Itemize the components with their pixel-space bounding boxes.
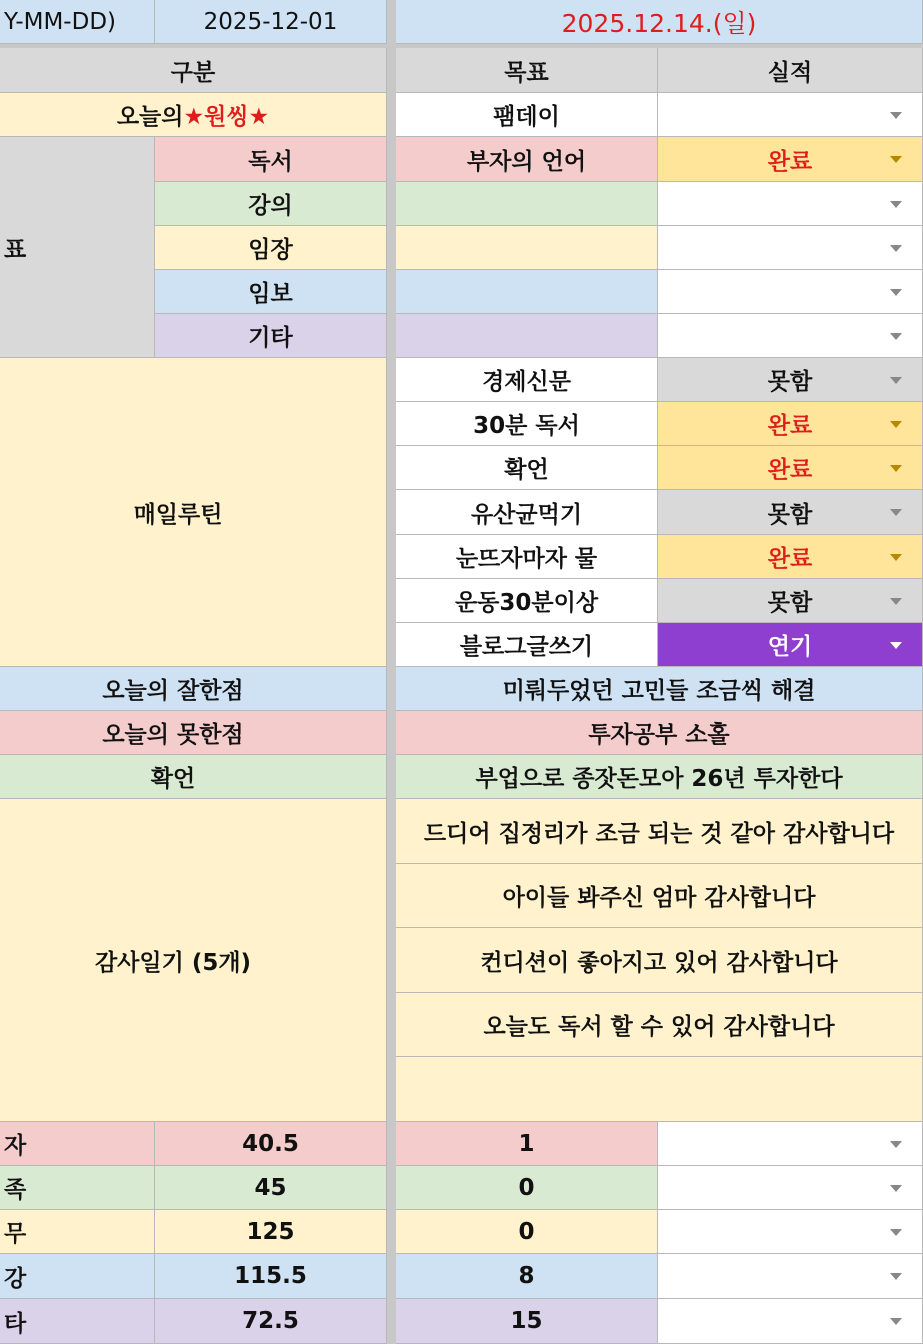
gratitude-label: 감사일기 (5개)	[0, 799, 387, 1122]
chevron-down-icon	[890, 554, 902, 561]
goal-row-result-etc[interactable]	[658, 314, 923, 358]
status-value: 완료	[767, 413, 813, 439]
stat-label-jok: 족	[0, 1166, 155, 1210]
chevron-down-icon	[890, 289, 902, 296]
chevron-down-icon	[890, 112, 902, 119]
chevron-down-icon	[890, 156, 902, 163]
bad-point-text[interactable]: 투자공부 소홀	[396, 711, 923, 755]
routine-status-exercise[interactable]	[658, 579, 923, 623]
status-value: 못함	[767, 590, 813, 616]
onething-prefix: 오늘의	[116, 104, 184, 130]
chevron-down-icon	[890, 1318, 902, 1325]
goal-row-label-imbo: 임보	[155, 270, 387, 314]
stat-label-ja: 자	[0, 1122, 155, 1166]
routine-status-affirmation[interactable]	[658, 446, 923, 490]
stat-value-ta: 72.5	[155, 1299, 387, 1344]
goal-row-result-imjang[interactable]	[658, 226, 923, 270]
routine-item-water: 눈뜨자마자 물	[396, 535, 658, 579]
stat-value-ja: 40.5	[155, 1122, 387, 1166]
routine-item-newspaper: 경제신문	[396, 358, 658, 402]
affirmation-text[interactable]: 부업으로 종잣돈모아 26년 투자한다	[396, 755, 923, 799]
status-value: 완료	[767, 457, 813, 483]
chevron-down-icon	[890, 465, 902, 472]
routine-status-blog[interactable]	[658, 623, 923, 667]
chevron-down-icon	[890, 421, 902, 428]
status-value: 못함	[767, 369, 813, 395]
frozen-column-divider	[387, 0, 396, 1344]
status-value: 완료	[767, 546, 813, 572]
category-header: 구분	[0, 48, 387, 93]
gratitude-item-2[interactable]: 아이들 봐주신 엄마 감사합니다	[396, 864, 923, 928]
stat-dropdown-ta[interactable]	[658, 1299, 923, 1344]
stat-label-gang: 강	[0, 1254, 155, 1299]
stat-count-ja: 1	[396, 1122, 658, 1166]
stat-dropdown-jok[interactable]	[658, 1166, 923, 1210]
routine-status-water[interactable]	[658, 535, 923, 579]
chevron-down-icon	[890, 509, 902, 516]
onething-goal[interactable]: 팸데이	[396, 93, 658, 137]
status-value: 못함	[767, 501, 813, 528]
stat-label-mu: 무	[0, 1210, 155, 1254]
stat-count-jok: 0	[396, 1166, 658, 1210]
chevron-down-icon	[890, 377, 902, 384]
stat-count-ta: 15	[396, 1299, 658, 1344]
routine-status-reading[interactable]	[658, 402, 923, 446]
stat-label-ta: 타	[0, 1299, 155, 1344]
chevron-down-icon	[890, 1141, 902, 1148]
chevron-down-icon	[890, 333, 902, 340]
good-point-label: 오늘의 잘한점	[0, 667, 387, 711]
onething-label	[0, 93, 387, 137]
status-value: 연기	[767, 634, 813, 660]
goal-row-goal-imjang[interactable]	[396, 226, 658, 270]
goal-row-result-imbo[interactable]	[658, 270, 923, 314]
good-point-text[interactable]: 미뤄두었던 고민들 조금씩 해결	[396, 667, 923, 711]
date-format-label: Y-MM-DD)	[0, 0, 155, 44]
gratitude-item-1[interactable]: 드디어 집정리가 조금 되는 것 같아 감사합니다	[396, 799, 923, 864]
stat-count-gang: 8	[396, 1254, 658, 1299]
routine-item-probiotics: 유산균먹기	[396, 490, 658, 535]
goal-group-side-label: 표	[0, 137, 155, 358]
chevron-down-icon	[890, 201, 902, 208]
stat-count-mu: 0	[396, 1210, 658, 1254]
stat-value-jok: 45	[155, 1166, 387, 1210]
result-header: 실적	[658, 48, 923, 93]
routine-item-reading: 30분 독서	[396, 402, 658, 446]
bad-point-label: 오늘의 못한점	[0, 711, 387, 755]
onething-result-dropdown[interactable]	[658, 93, 923, 137]
goal-header: 목표	[396, 48, 658, 93]
routine-status-probiotics[interactable]	[658, 490, 923, 535]
start-date-cell[interactable]: 2025-12-01	[155, 0, 387, 44]
stat-dropdown-gang[interactable]	[658, 1254, 923, 1299]
stat-value-mu: 125	[155, 1210, 387, 1254]
stat-dropdown-mu[interactable]	[658, 1210, 923, 1254]
routine-item-affirmation: 확언	[396, 446, 658, 490]
routine-item-exercise: 운동30분이상	[396, 579, 658, 623]
goal-row-label-imjang: 임장	[155, 226, 387, 270]
chevron-down-icon	[890, 642, 902, 649]
chevron-down-icon	[890, 1273, 902, 1280]
goal-row-goal-etc[interactable]	[396, 314, 658, 358]
affirmation-label: 확언	[0, 755, 387, 799]
gratitude-item-5[interactable]	[396, 1057, 923, 1122]
goal-row-label-reading: 독서	[155, 137, 387, 182]
goal-row-result-lecture[interactable]	[658, 182, 923, 226]
result-value: 완료	[767, 148, 813, 175]
goal-row-goal-lecture[interactable]	[396, 182, 658, 226]
chevron-down-icon	[890, 245, 902, 252]
goal-row-label-etc: 기타	[155, 314, 387, 358]
goal-row-result-reading[interactable]	[658, 137, 923, 182]
stat-value-gang: 115.5	[155, 1254, 387, 1299]
frozen-row-divider	[0, 44, 923, 48]
routine-status-newspaper[interactable]	[658, 358, 923, 402]
routine-item-blog: 블로그글쓰기	[396, 623, 658, 667]
onething-star-text: ★원씽★	[183, 104, 270, 130]
chevron-down-icon	[890, 1185, 902, 1192]
stat-dropdown-ja[interactable]	[658, 1122, 923, 1166]
gratitude-item-3[interactable]: 컨디션이 좋아지고 있어 감사합니다	[396, 928, 923, 993]
gratitude-item-4[interactable]: 오늘도 독서 할 수 있어 감사합니다	[396, 993, 923, 1057]
chevron-down-icon	[890, 1229, 902, 1236]
goal-row-label-lecture: 강의	[155, 182, 387, 226]
chevron-down-icon	[890, 598, 902, 605]
routine-label: 매일루틴	[0, 358, 387, 667]
goal-row-goal-reading[interactable]: 부자의 언어	[396, 137, 658, 182]
goal-row-goal-imbo[interactable]	[396, 270, 658, 314]
current-date-cell[interactable]: 2025.12.14.(일)	[396, 0, 923, 44]
